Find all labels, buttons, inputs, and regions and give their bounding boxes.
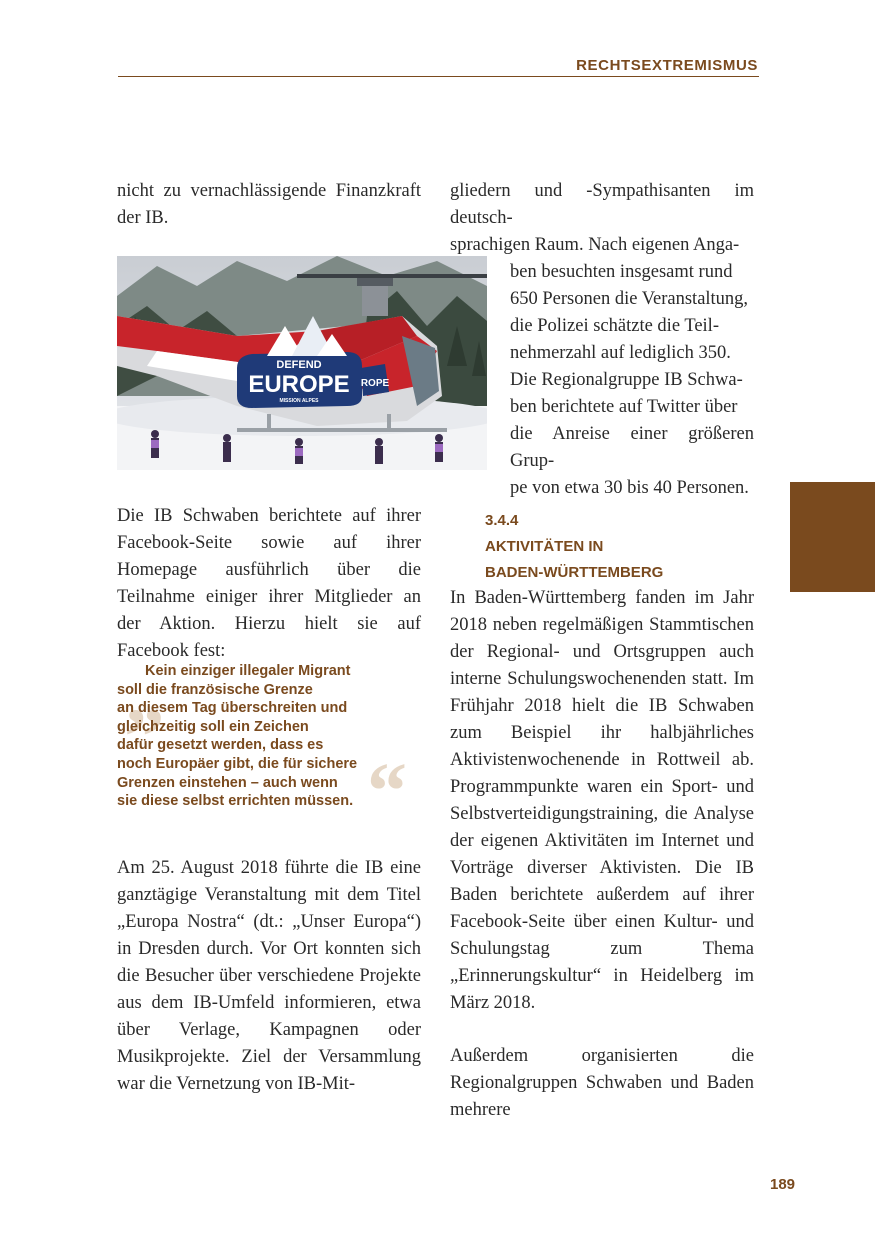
right-line-1: gliedern und -Sympathisanten im deutsch-	[450, 181, 754, 228]
right-paragraph-2: In Baden-Württemberg fanden im Jahr 2018 neben regelmäßigen Stammtischen der Regional- und Ortsgruppen auch interne Schulungswochenenden statt. Im Frühjahr 2018 hielt die IB Schwaben zum Beispiel ihr halbjährliches Aktivistenwochenende in Rottweil ab. Programmpunkte waren ein Sport- und Selbstverteidigungstraining, die Analyse der eigenen Aktivitäten im Internet und Vorträge diverser Aktivisten. Die IB Baden berichtete außerdem auf ihrer Facebook-Seite über einen Kultur- und Schulungstag zum Thema „Erinnerungskultur“ in Heidelberg im März 2018.	[450, 588, 754, 1013]
right-line-6: nehmerzahl auf lediglich 350.	[510, 343, 731, 363]
right-line-3: ben besuchten insgesamt rund	[510, 262, 733, 282]
right-line-7: Die Regionalgruppe IB Schwa-	[510, 370, 743, 390]
right-line-2: sprachigen Raum. Nach eigenen Anga-	[450, 235, 740, 255]
right-paragraph-1-block	[450, 178, 754, 502]
quote-line-4: gleichzeitig soll ein Zeichen	[117, 718, 309, 735]
left-paragraph-1: nicht zu vernachlässigende Finanzkraft der IB.	[117, 181, 421, 228]
left-paragraph-3: Am 25. August 2018 führte die IB eine ganztägige Veranstaltung mit dem Titel „Europa Nostra“ (dt.: „Unser Europa“) in Dresden durch. Vor Ort konnten sich die Besucher über verschiedene Projekte aus dem IB-Umfeld informieren, etwa über Verlage, Kampagnen oder Musikprojekte. Ziel der Versammlung war die Vernetzung von IB-Mit-	[117, 858, 421, 1094]
quote-line-3: an diesem Tag überschreiten und	[117, 700, 348, 717]
right-line-9: die Anreise einer größeren Grup-	[510, 424, 754, 471]
helicopter-photo	[117, 256, 487, 470]
section-heading	[485, 508, 663, 586]
right-paragraph-2-block	[450, 585, 754, 1017]
left-paragraph-3-block	[117, 855, 421, 1098]
logo-side-text: ROPE	[360, 378, 390, 389]
open-quote-mark: „	[125, 652, 165, 740]
logo-top-text: DEFEND	[276, 359, 322, 371]
right-line-10: pe von etwa 30 bis 40 Personen.	[510, 478, 749, 498]
left-paragraph-2-block	[117, 503, 421, 665]
right-line-8: ben berichtete auf Twitter über	[510, 397, 738, 417]
logo-sub-text: MISSION ALPES	[279, 398, 319, 404]
logo-main-text: EUROPE	[248, 371, 350, 398]
pull-quote	[117, 652, 417, 836]
section-number: 3.4.4	[485, 512, 519, 529]
left-paragraph-2: Die IB Schwaben berichtete auf ihrer Facebook-Seite sowie auf ihrer Homepage ausführlich über die Teilnahme einiger ihrer Mitglieder an der Aktion. Hierzu hielt sie auf Facebook fest:	[117, 506, 421, 661]
quote-line-7: Grenzen einstehen – auch wenn	[117, 774, 338, 791]
quote-line-8: sie diese selbst errichten müssen.	[117, 793, 354, 810]
running-head: RECHTSEXTREMISMUS	[576, 57, 758, 74]
quote-line-6: noch Europäer gibt, die für sichere	[117, 755, 358, 772]
header-rule	[118, 76, 759, 77]
section-title-line-2: BADEN-WÜRTTEMBERG	[485, 564, 664, 581]
page-number: 189	[770, 1176, 796, 1193]
left-paragraph-1-block	[117, 178, 421, 232]
right-line-4: 650 Personen die Veranstaltung,	[510, 289, 749, 309]
quote-line-5: dafür gesetzt werden, dass es	[117, 737, 324, 754]
pull-quote-text	[117, 662, 417, 811]
section-title-line-1: AKTIVITÄTEN IN	[485, 538, 604, 555]
right-line-5: die Polizei schätzte die Teil-	[510, 316, 719, 336]
quote-line-2: soll die französische Grenze	[117, 681, 313, 698]
quote-line-1: Kein einziger illegaler Migrant	[145, 663, 351, 679]
right-paragraph-3-block	[450, 1043, 754, 1124]
helicopter-illustration	[117, 256, 487, 470]
right-paragraph-3: Außerdem organisierten die Regionalgruppen Schwaben und Baden mehrere	[450, 1046, 754, 1120]
chapter-tab	[790, 482, 875, 592]
close-quote-mark: “	[367, 748, 407, 836]
